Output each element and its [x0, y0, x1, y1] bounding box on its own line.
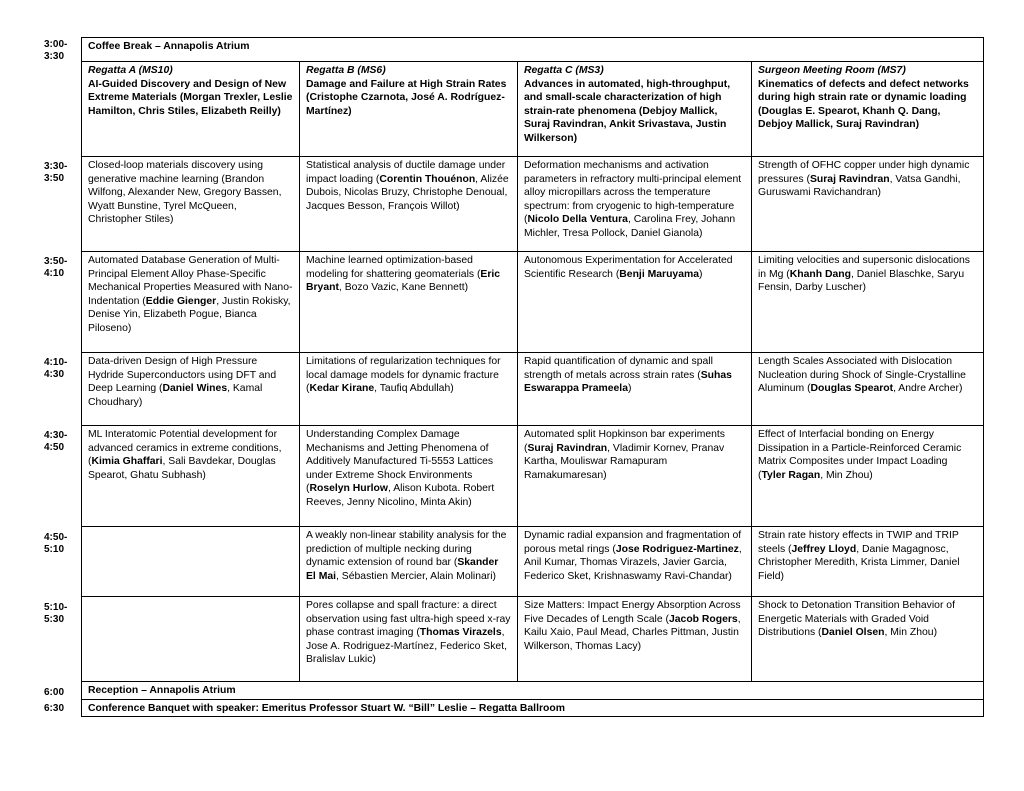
presenting-author: Skander El Mai — [306, 557, 499, 582]
talk-cell — [518, 597, 752, 682]
co-authors: , Bozo Vazic, Kane Bennett) — [338, 282, 469, 294]
presenting-author: Khanh Dang — [789, 268, 851, 280]
talk-cell — [518, 252, 752, 353]
co-authors: , Carolina Frey, Johann Michler, Tresa Pollock, Daniel Gianola) — [524, 214, 736, 239]
talk-title: Statistical analysis of ductile damage under impact loading ( — [306, 160, 506, 185]
presenting-author: Suraj Ravindran — [527, 442, 608, 454]
session-header-row — [82, 62, 984, 157]
session-room: Regatta B (MS6) — [306, 65, 386, 76]
talk-title: Shock to Detonation Transition Behavior of Energetic Materials with Graded Void Distributions ( — [758, 600, 955, 639]
talk-title: Strength of OFHC copper under high dynamic pressures ( — [758, 160, 970, 185]
talk-cell — [82, 426, 300, 527]
talk-cell — [752, 353, 984, 426]
co-authors: , Sébastien Mercier, Alain Molinari) — [336, 570, 496, 582]
talk-title: Pores collapse and spall fracture: a direct observation using fast ultra-high speed x-ray phase contrast imaging ( — [306, 600, 511, 639]
co-authors: , Alison Kubota. Robert Reeves, Jenny Nicolino, Minta Akin) — [306, 483, 495, 508]
talk-cell — [518, 527, 752, 597]
session-header — [82, 62, 300, 157]
talk-title: Size Matters: Impact Energy Absorption Across Five Decades of Length Scale ( — [524, 600, 741, 625]
talk-cell — [752, 252, 984, 353]
talk-cell — [82, 353, 300, 426]
presenting-author: Daniel Wines — [162, 383, 228, 395]
time-slot-3: 4:10- 4:30 — [44, 357, 68, 380]
co-authors: , Danie Magagnosc, Christopher Meredith, Krista Limmer, Daniel Field) — [758, 543, 960, 582]
presenting-author: Douglas Spearot — [810, 383, 894, 395]
talk-title: Automated split Hopkinson bar experiments ( — [524, 429, 725, 454]
reception-row — [82, 682, 984, 700]
co-authors: , Jose A. Rodriguez-Martínez, Federico Sket, Bralislav Lukic) — [306, 627, 507, 666]
coffee-row — [82, 38, 984, 62]
time-coffee: 3:00- 3:30 — [44, 39, 68, 62]
talk-title: Limiting velocities and supersonic dislocations in Mg ( — [758, 255, 970, 280]
presenting-author: Suhas Eswarappa Prameela — [524, 369, 732, 395]
co-authors: , Vladimir Kornev, Pranav Kartha, Mouliswar Ramapuram Ramakumaresan) — [524, 442, 725, 481]
presenting-author: Benji Maruyama — [619, 268, 699, 280]
presenting-author: Jacob Rogers — [668, 613, 738, 625]
session-title: Damage and Failure at High Strain Rates (Cristophe Czarnota, José A. Rodríguez-Martínez) — [306, 78, 507, 117]
session-room: Surgeon Meeting Room (MS7) — [758, 65, 906, 76]
talk-title: Effect of Interfacial bonding on Energy Dissipation in a Particle-Reinforced Ceramic Matrix Composites under Impact Loading ( — [758, 429, 962, 481]
talk-cell — [82, 252, 300, 353]
reception-cell: Reception – Annapolis Atrium — [82, 682, 984, 700]
talk-cell — [300, 252, 518, 353]
time-slot-6: 5:10- 5:30 — [44, 602, 68, 625]
coffee-break-cell: Coffee Break – Annapolis Atrium — [82, 38, 984, 62]
talk-cell — [300, 157, 518, 252]
co-authors: , Alizée Dubois, Nicolas Bruzy, Christophe Denoual, Jacques Besson, François Willot) — [306, 173, 509, 212]
time-slot-2: 3:50- 4:10 — [44, 256, 68, 279]
talk-cell — [82, 527, 300, 597]
talk-title: Automated Database Generation of Multi-Principal Element Alloy Phase-Specific Mechanical Properties Measured with Nano-Indentation ( — [88, 255, 293, 307]
talk-title: ML Interatomic Potential development for advanced ceramics in extreme conditions, ( — [88, 429, 282, 468]
talk-cell — [752, 157, 984, 252]
talk-cell — [752, 527, 984, 597]
banquet-row — [82, 699, 984, 717]
talk-cell — [300, 527, 518, 597]
co-authors: , Justin Rokisky, Denise Yin, Elizabeth Pogue, Bianca Piloseno) — [88, 295, 291, 334]
talk-cell — [752, 597, 984, 682]
presenting-author: Roselyn Hurlow — [309, 483, 388, 495]
talk-cell — [518, 426, 752, 527]
co-authors: , Sali Bavdekar, Douglas Spearot, Ghatu Subhash) — [88, 456, 276, 481]
presenting-author: Nicolo Della Ventura — [527, 214, 628, 226]
talk-title: Understanding Complex Damage Mechanisms and Jetting Phenomena of Additively Manufactured Ti-5553 Lattices under Extreme Shock Environments ( — [306, 429, 494, 495]
talk-title: Rapid quantification of dynamic and spall strength of metals across strain rates ( — [524, 356, 713, 381]
co-authors: , Kamal Choudhary) — [88, 383, 263, 408]
co-authors: , Min Zhou) — [820, 469, 873, 481]
talk-title: Limitations of regularization techniques for local damage models for dynamic fracture ( — [306, 356, 501, 395]
co-authors: , Vatsa Gandhi, Guruswami Ravichandran) — [758, 173, 961, 199]
co-authors: , Kailu Xaio, Paul Mead, Charles Pittman, Justin Wilkerson, Thomas Lacy) — [524, 613, 741, 652]
session-header — [518, 62, 752, 157]
talk-cell — [300, 426, 518, 527]
banquet-cell: Conference Banquet with speaker: Emeritus Professor Stuart W. “Bill” Leslie – Regatta Ballroom — [82, 699, 984, 717]
session-header — [300, 62, 518, 157]
co-authors: ) — [627, 383, 632, 395]
talk-title: Strain rate history effects in TWIP and TRIP steels ( — [758, 530, 959, 555]
presenting-author: Suraj Ravindran — [809, 173, 890, 185]
talk-title: Machine learned optimization-based modeling for shattering geomaterials ( — [306, 255, 481, 280]
talk-title: Deformation mechanisms and activation parameters in refractory multi-principal element alloy micropillars across the temperature spectrum: from cryogenic to high-temperature ( — [524, 160, 742, 226]
co-authors: ) — [699, 268, 703, 280]
talk-cell — [518, 157, 752, 252]
talk-row — [82, 157, 984, 252]
presenting-author: Corentin Thouénon — [379, 173, 476, 185]
talk-title: Data-driven Design of High Pressure Hydride Superconductors using DFT and Deep Learning ( — [88, 356, 277, 395]
presenting-author: Kedar Kirane — [309, 383, 375, 395]
session-title: Kinematics of defects and defect networks during high strain rate or dynamic loading (Douglas E. Spearot, Khanh Q. Dang, Debjoy Mallick, Suraj Ravindran) — [758, 78, 969, 131]
time-slot-1: 3:30- 3:50 — [44, 161, 68, 184]
talk-title: Length Scales Associated with Dislocation Nucleation during Shock of Single-Crystalline Aluminum ( — [758, 356, 966, 395]
presenting-author: Eddie Gienger — [145, 295, 217, 307]
talk-cell — [300, 353, 518, 426]
presenting-author: Kimia Ghaffari — [91, 456, 163, 468]
session-title: AI-Guided Discovery and Design of New Extreme Materials (Morgan Trexler, Leslie Hamilton, Chris Stiles, Elizabeth Reilly) — [88, 78, 293, 117]
presenting-author: Daniel Olsen — [821, 627, 885, 639]
talk-cell — [82, 157, 300, 252]
co-authors: , Taufiq Abdullah) — [374, 383, 454, 395]
talk-cell — [752, 426, 984, 527]
talk-title: Dynamic radial expansion and fragmentation of porous metal rings ( — [524, 530, 742, 555]
talk-row — [82, 527, 984, 597]
co-authors: , Andre Archer) — [893, 383, 963, 395]
time-reception: 6:00 — [44, 687, 65, 698]
time-slot-4: 4:30- 4:50 — [44, 430, 68, 453]
talk-cell — [518, 353, 752, 426]
presenting-author: Eric Bryant — [306, 268, 501, 294]
co-authors: , Min Zhou) — [884, 627, 938, 639]
co-authors: , Anil Kumar, Thomas Virazels, Javier Garcia, Federico Sket, Krishnaswamy Ravi-Chandar) — [524, 543, 742, 582]
talk-cell — [82, 597, 300, 682]
time-banquet: 6:30 — [44, 703, 65, 714]
talk-row — [82, 252, 984, 353]
talk-cell — [300, 597, 518, 682]
schedule-table — [81, 37, 984, 717]
session-header — [752, 62, 984, 157]
presenting-author: Jose Rodriguez-Martinez — [615, 543, 739, 555]
time-slot-5: 4:50- 5:10 — [44, 532, 68, 555]
co-authors: , Daniel Blaschke, Saryu Fensin, Darby Luscher) — [758, 268, 965, 294]
talk-title: A weakly non-linear stability analysis for the prediction of multiple necking during dynamic extension of round bar ( — [306, 530, 507, 569]
session-room: Regatta A (MS10) — [88, 65, 173, 76]
presenting-author: Tyler Ragan — [761, 469, 821, 481]
talk-title: Closed-loop materials discovery using generative machine learning (Brandon Wilfong, Alexander New, Gregory Bassen, Wyatt Bunstine, Tyrel McQueen, Christopher Stiles) — [88, 160, 282, 226]
session-title: Advances in automated, high-throughput, and small-scale characterization of high strain-rate phenomena (Debjoy Mallick, Suraj Ravindran, Ankit Srivastava, Justin Wilkerson) — [524, 78, 731, 144]
presenting-author: Jeffrey Lloyd — [791, 543, 857, 555]
talk-row — [82, 353, 984, 426]
session-room: Regatta C (MS3) — [524, 65, 604, 76]
presenting-author: Thomas Virazels — [419, 627, 502, 639]
talk-row — [82, 426, 984, 527]
talk-title: Autonomous Experimentation for Accelerated Scientific Research ( — [524, 255, 733, 280]
talk-row — [82, 597, 984, 682]
